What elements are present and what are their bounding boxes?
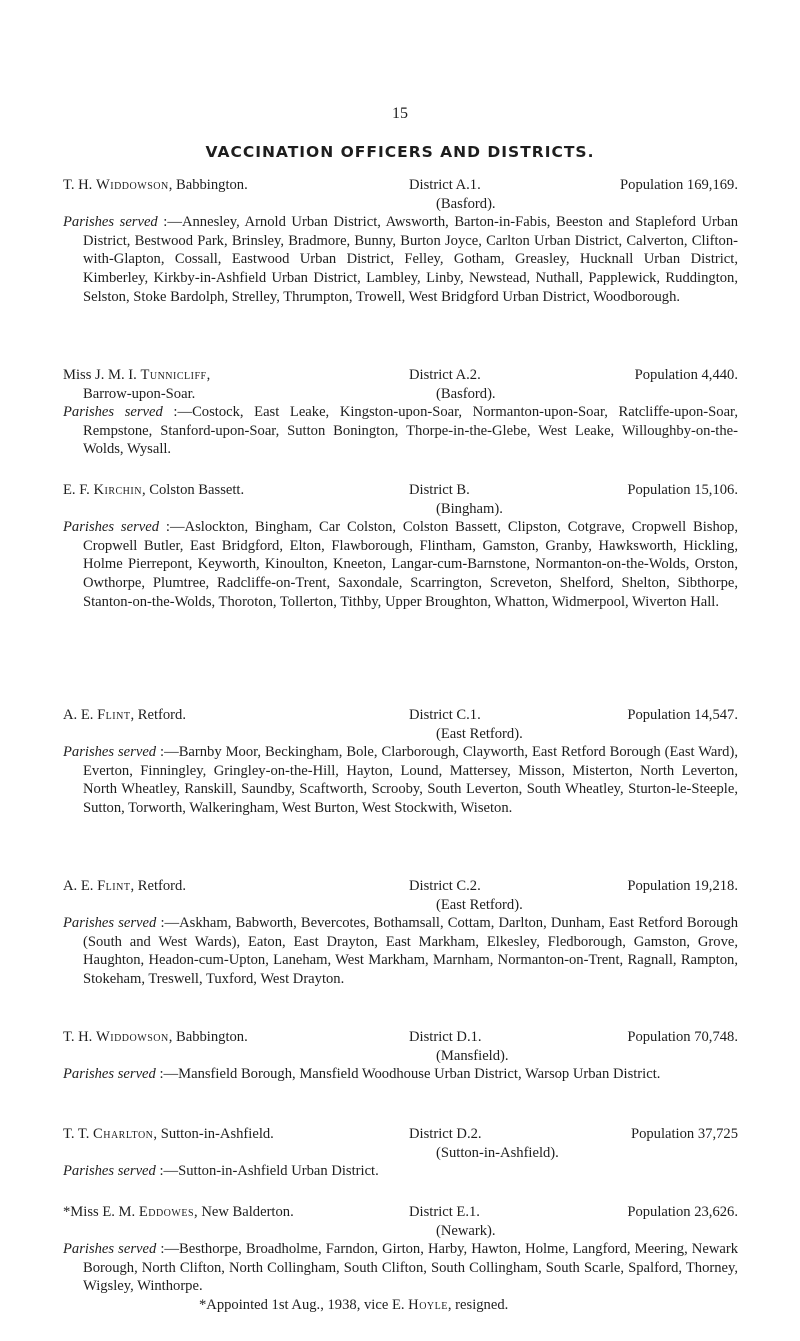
district-entry-d1 <box>63 1028 738 1084</box>
population: Population 15,106. <box>627 482 738 498</box>
district-entry-b <box>63 481 738 611</box>
district-label: District C.1. <box>409 707 481 723</box>
officer-name: T. H. Widdowson, Babbington. <box>63 1029 248 1045</box>
population: Population 70,748. <box>627 1029 738 1045</box>
district-entry-a2 <box>63 366 738 459</box>
population: Population 4,440. <box>634 367 738 383</box>
district-label: District D.2. <box>409 1126 482 1142</box>
district-entry-e1 <box>63 1203 738 1315</box>
parishes-served: Parishes served :—Besthorpe, Broadholme, Farndon, Girton, Harby, Hawton, Holme, Langford, Meering, Newark Borough, North Clifton, North Collingham, South Clifton, South Collingham, South Scarle, Spalford, Thorney, Wigsley, Winthorpe. <box>63 1241 738 1295</box>
sub-district: (Newark). <box>436 1222 496 1239</box>
officer-name: A. E. Flint, Retford. <box>63 707 186 723</box>
district-entry-c2 <box>63 877 738 989</box>
parishes-served: Parishes served :—Aslockton, Bingham, Car Colston, Colston Bassett, Clipston, Cotgrave, Cropwell Bishop, Cropwell Butler, East Bridgford, Elton, Flawborough, Flintham, Gamston, Granby, Hawksworth, Hickling, Holme Pierrepont, Keyworth, Kinoulton, Kneeton, Langar-cum-Barnstone, Normanton-on-the-Wolds, Orston, Owthorpe, Plumtree, Radcliffe-on-Trent, Saxondale, Scarrington, Screveton, Shelford, Shelton, Sibthorpe, Stanton-on-the-Wolds, Thoroton, Tollerton, Tithby, Upper Broughton, Whatton, Widmerpool, Wiverton Hall. <box>63 519 738 610</box>
population: Population 37,725 <box>630 1126 738 1142</box>
officer-name: *Miss E. M. Eddowes, New Balderton. <box>63 1204 294 1220</box>
page-number: 15 <box>392 105 408 122</box>
officer-name: T. H. Widdowson, Babbington. <box>63 177 248 193</box>
population: Population 169,169. <box>620 177 738 193</box>
population: Population 23,626. <box>627 1204 738 1220</box>
district-label: District A.1. <box>409 177 481 193</box>
officer-address: Barrow-upon-Soar. <box>83 385 196 402</box>
sub-district: (Basford). <box>436 385 496 402</box>
parishes-served: Parishes served :—Costock, East Leake, Kingston-upon-Soar, Normanton-upon-Soar, Ratcliffe-upon-Soar, Rempstone, Stanford-upon-Soar, Sutton Bonington, Thorpe-in-the-Glebe, West Leake, Willoughby-on-the-Wolds, Wysall. <box>63 404 738 458</box>
district-label: District A.2. <box>409 367 481 383</box>
population: Population 19,218. <box>627 878 738 894</box>
district-label: District C.2. <box>409 878 481 894</box>
footnote: *Appointed 1st Aug., 1938, vice E. Hoyle, resigned. <box>199 1296 509 1313</box>
officer-name: E. F. Kirchin, Colston Bassett. <box>63 482 245 498</box>
district-label: District B. <box>409 482 470 498</box>
page-heading: VACCINATION OFFICERS AND DISTRICTS. <box>205 143 595 161</box>
sub-district: (Bingham). <box>436 500 503 517</box>
parishes-served: Parishes served :—Annesley, Arnold Urban District, Awsworth, Barton-in-Fabis, Beeston and Stapleford Urban District, Bestwood Park, Brinsley, Bradmore, Bunny, Burton Joyce, Carlton Urban District, Calverton, Clifton-with-Glapton, Cossall, Eastwood Urban District, Felley, Gotham, Greasley, Hucknall Urban District, Kimberley, Kirkby-in-Ashfield Urban District, Lambley, Linby, Newstead, Nuthall, Papplewick, Ruddington, Selston, Stoke Bardolph, Strelley, Thrumpton, Trowell, West Bridgford Urban District, Woodborough. <box>63 214 738 305</box>
officer-name: A. E. Flint, Retford. <box>63 878 186 894</box>
sub-district: (Mansfield). <box>436 1047 509 1064</box>
officer-name: T. T. Charlton, Sutton-in-Ashfield. <box>63 1126 274 1142</box>
district-label: District E.1. <box>409 1204 480 1220</box>
parishes-served: Parishes served :—Askham, Babworth, Bevercotes, Bothamsall, Cottam, Darlton, Dunham, East Retford Borough (South and West Wards), Eaton, East Drayton, East Markham, Elkesley, Fledborough, Gamston, Grove, Haughton, Headon-cum-Upton, Laneham, West Markham, Marnham, Normanton-on-Trent, Ragnall, Rampton, Stokeham, Treswell, Tuxford, West Drayton. <box>63 915 738 987</box>
population: Population 14,547. <box>627 707 738 723</box>
sub-district: (East Retford). <box>436 896 523 913</box>
parishes-served: Parishes served :—Barnby Moor, Beckingham, Bole, Clarborough, Clayworth, East Retford Borough (East Ward), Everton, Finningley, Gringley-on-the-Hill, Hayton, Lound, Mattersey, Misson, Misterton, North Leverton, North Wheatley, Ranskill, Saundby, Scaftworth, Scrooby, South Leverton, South Wheatley, Sturton-le-Steeple, Sutton, Torworth, Walkeringham, West Burton, West Stockwith, Wiseton. <box>63 744 738 816</box>
officer-name: Miss J. M. I. Tunnicliff, <box>63 367 211 383</box>
sub-district: (Basford). <box>436 195 496 212</box>
parishes-served: Parishes served :—Mansfield Borough, Mansfield Woodhouse Urban District, Warsop Urban District. <box>63 1066 661 1083</box>
district-entry-c1 <box>63 706 738 818</box>
district-entry-a1 <box>63 176 738 306</box>
sub-district: (Sutton-in-Ashfield). <box>436 1144 559 1161</box>
sub-district: (East Retford). <box>436 725 523 742</box>
district-label: District D.1. <box>409 1029 482 1045</box>
parishes-served: Parishes served :—Sutton-in-Ashfield Urban District. <box>63 1163 379 1180</box>
district-entry-d2 <box>63 1125 738 1181</box>
